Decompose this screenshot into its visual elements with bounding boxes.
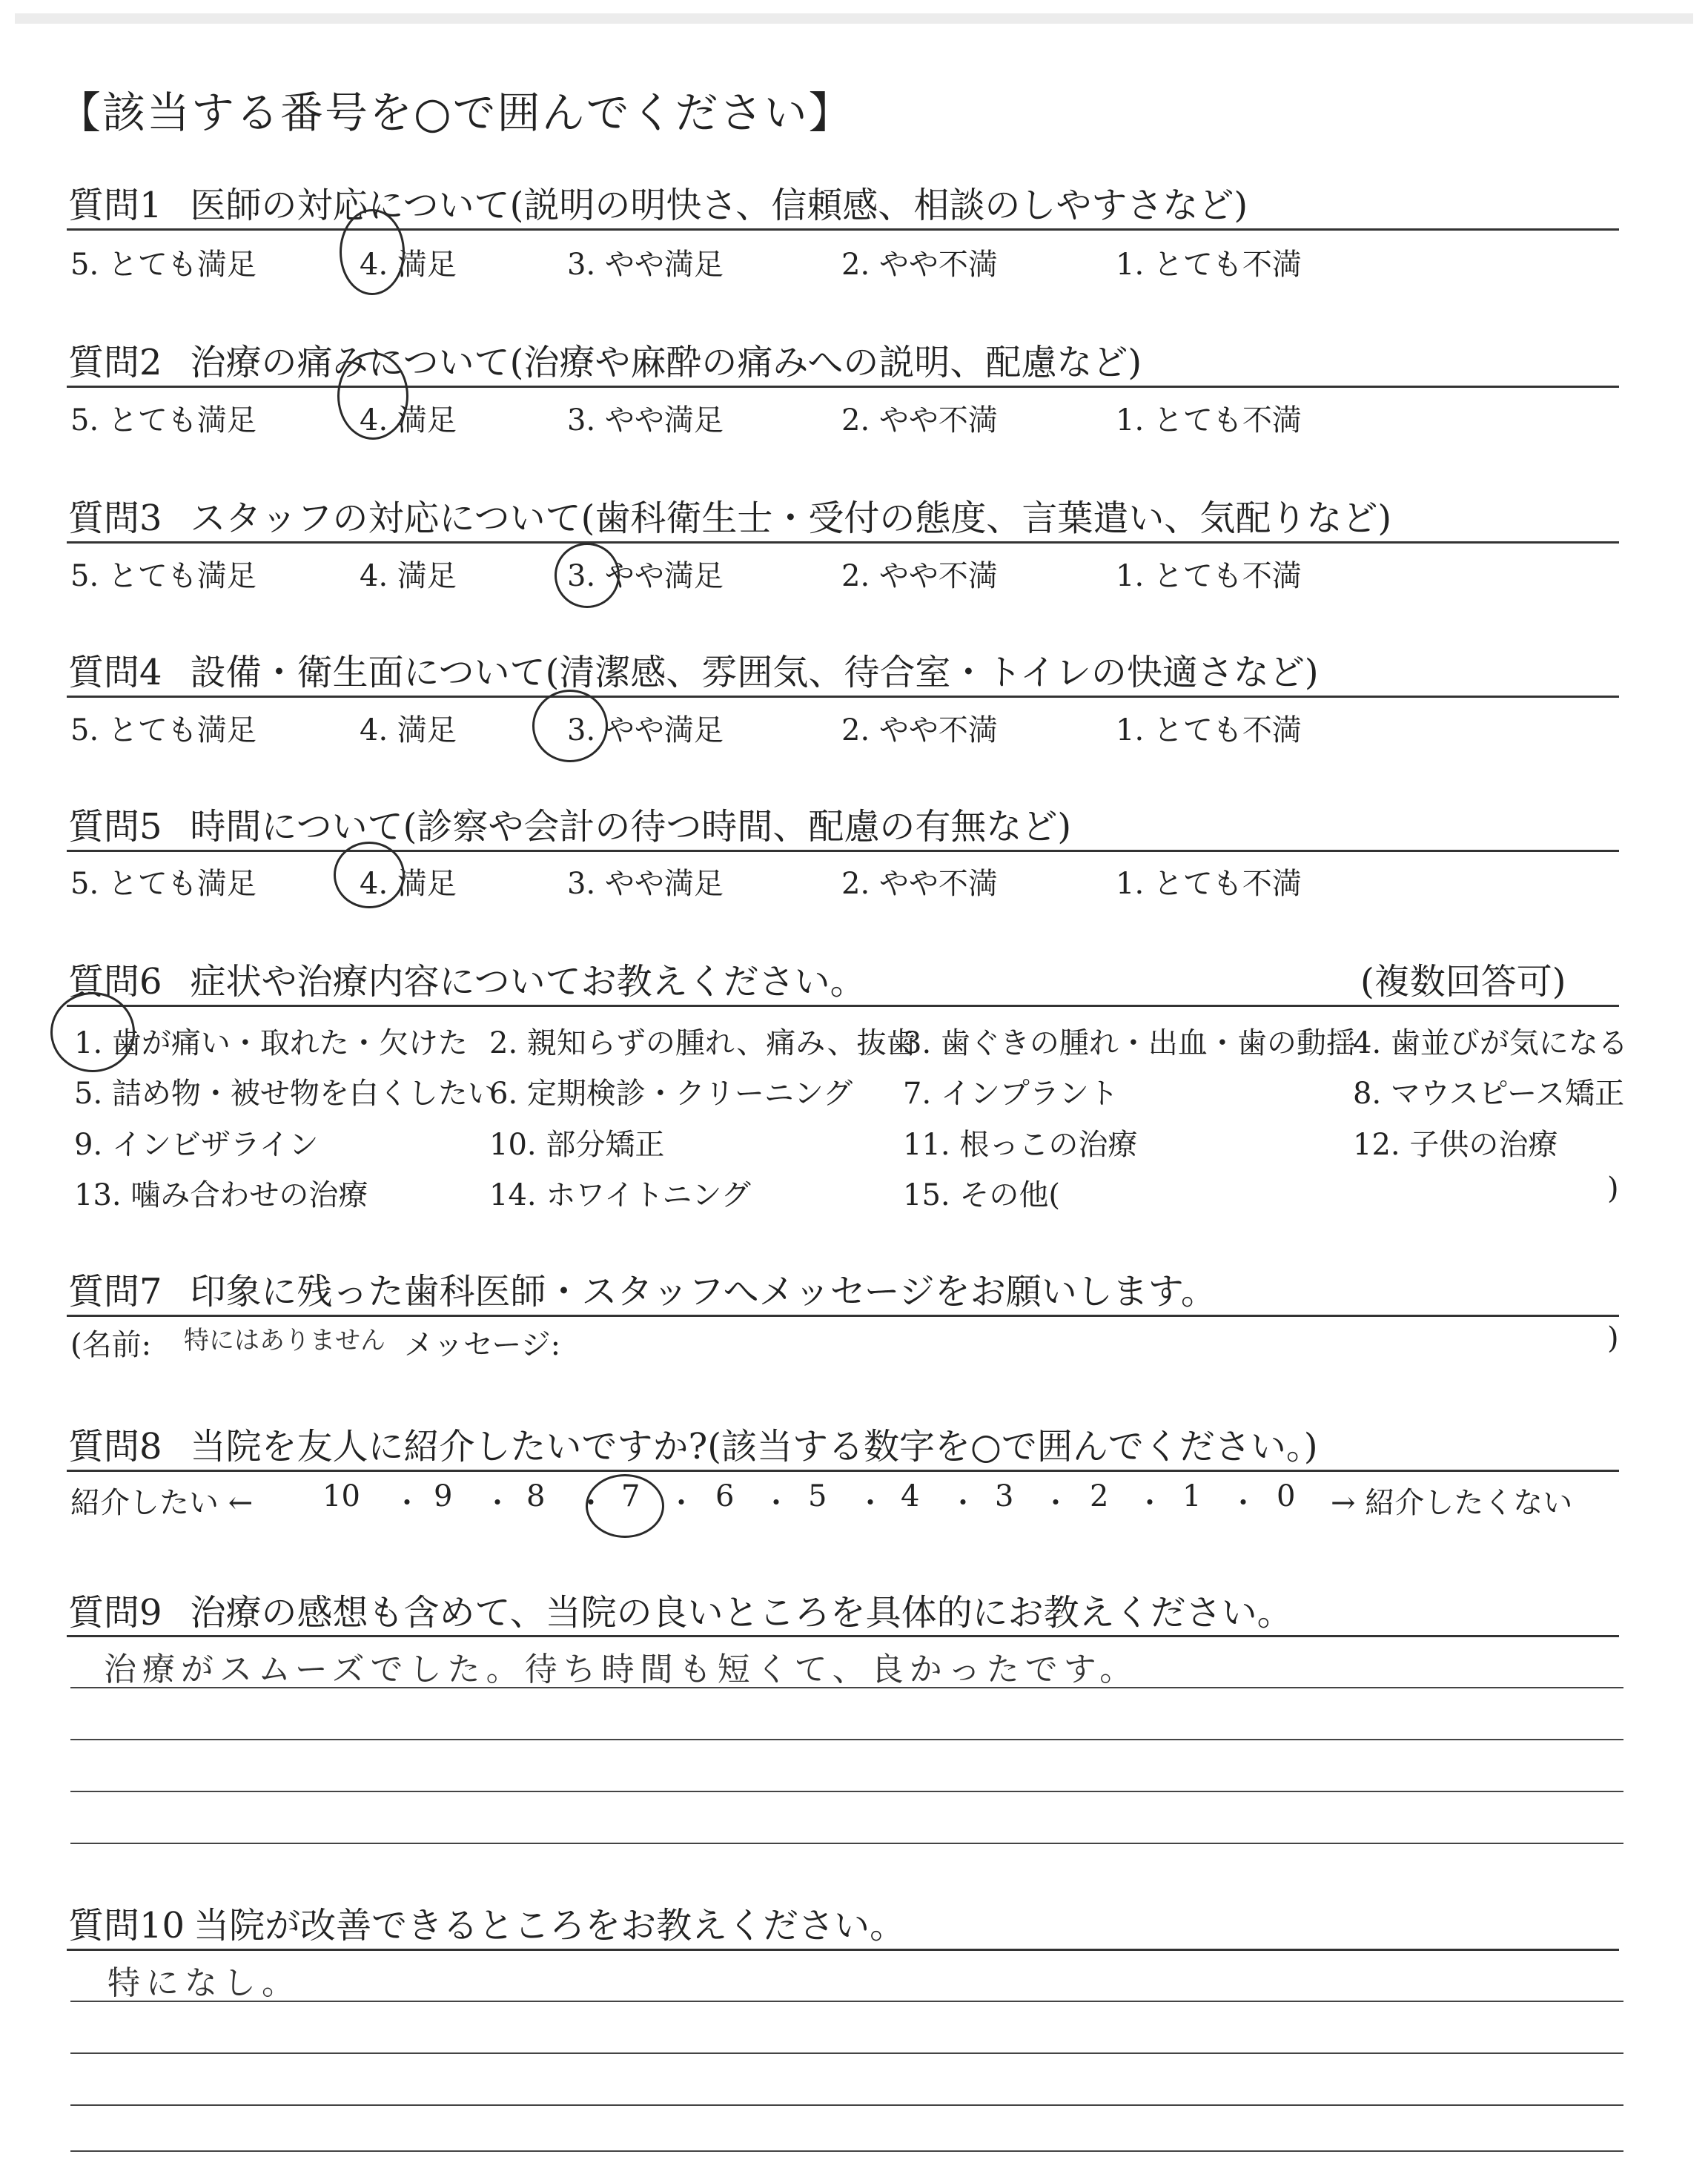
q2-option-4[interactable]: 4. 満足 — [360, 403, 457, 437]
q6-item-9[interactable]: 9. インビザライン — [74, 1128, 319, 1162]
q8-dot: ・ — [1136, 1487, 1165, 1519]
q8-dot: ・ — [949, 1487, 978, 1519]
q3-option-4[interactable]: 4. 満足 — [360, 559, 457, 593]
q7-name-handwritten: 特にはありません — [184, 1326, 385, 1355]
q5-option-2[interactable]: 2. やや不満 — [841, 867, 998, 901]
q6-item-2[interactable]: 2. 親知らずの腫れ、痛み、抜歯 — [489, 1026, 916, 1060]
q8-rule — [67, 1470, 1619, 1472]
q9-handwritten-answer: 治療がスムーズでした。待ち時間も短くて、良かったです。 — [104, 1651, 1139, 1688]
q6-item-5[interactable]: 5. 詰め物・被せ物を白くしたい — [74, 1077, 497, 1111]
q6-item-14[interactable]: 14. ホワイトニング — [489, 1178, 751, 1212]
q7-label: 質問7 — [68, 1271, 162, 1312]
q6-item-12[interactable]: 12. 子供の治療 — [1353, 1128, 1558, 1162]
q5-rule — [67, 850, 1619, 852]
q7-close-paren: ) — [1607, 1321, 1619, 1355]
q5-option-4[interactable]: 4. 満足 — [360, 867, 457, 901]
q5-option-5[interactable]: 5. とても満足 — [70, 867, 256, 901]
q9-text: 治療の感想も含めて、当院の良いところを具体的にお教えください。 — [190, 1592, 1293, 1634]
q4-option-2[interactable]: 2. やや不満 — [841, 713, 998, 747]
q8-title — [68, 1418, 1318, 1469]
q8-dot: ・ — [483, 1487, 512, 1519]
q2-rule — [67, 386, 1619, 388]
writing-line — [70, 2150, 1623, 2152]
q6-note: (複数回答可) — [1360, 961, 1566, 1003]
writing-line — [70, 1687, 1623, 1688]
q8-score-9[interactable]: 9 — [434, 1479, 453, 1513]
q4-label: 質問4 — [68, 652, 162, 693]
q8-right-label: → 紹介したくない — [1331, 1486, 1573, 1520]
q6-item-11[interactable]: 11. 根っこの治療 — [903, 1128, 1138, 1162]
q2-option-1[interactable]: 1. とても不満 — [1116, 403, 1302, 437]
q3-answer-circle — [555, 543, 620, 608]
q1-text: 医師の対応について(説明の明快さ、信頼感、相談のしやすさなど) — [190, 185, 1248, 226]
scan-edge — [15, 13, 1693, 24]
writing-line — [70, 2052, 1623, 2054]
q6-label: 質問6 — [68, 961, 162, 1003]
q5-option-1[interactable]: 1. とても不満 — [1116, 867, 1302, 901]
q3-rule — [67, 541, 1619, 544]
q3-option-3[interactable]: 3. やや満足 — [567, 559, 724, 593]
q1-option-5[interactable]: 5. とても満足 — [70, 248, 256, 282]
writing-line — [70, 1739, 1623, 1740]
q5-option-3[interactable]: 3. やや満足 — [567, 867, 724, 901]
q3-label: 質問3 — [68, 498, 162, 539]
q10-title — [68, 1897, 905, 1948]
q3-title — [68, 489, 1391, 541]
q4-rule — [67, 696, 1619, 698]
q6-other-close: ) — [1607, 1172, 1619, 1206]
q7-rule — [67, 1315, 1619, 1317]
q3-option-5[interactable]: 5. とても満足 — [70, 559, 256, 593]
q6-item-13[interactable]: 13. 噛み合わせの治療 — [74, 1178, 368, 1212]
q4-option-1[interactable]: 1. とても不満 — [1116, 713, 1302, 747]
q1-title — [68, 176, 1248, 228]
q6-text: 症状や治療内容についてお教えください。 — [190, 961, 866, 1003]
q1-option-1[interactable]: 1. とても不満 — [1116, 248, 1302, 282]
q7-title — [68, 1263, 1217, 1314]
q8-score-6[interactable]: 6 — [715, 1479, 735, 1513]
q9-rule — [67, 1635, 1619, 1637]
q6-item-7[interactable]: 7. インプラント — [903, 1077, 1119, 1111]
q4-option-3[interactable]: 3. やや満足 — [567, 713, 724, 747]
q3-option-1[interactable]: 1. とても不満 — [1116, 559, 1302, 593]
q8-dot: ・ — [667, 1487, 696, 1519]
writing-line — [70, 1843, 1623, 1844]
q5-answer-circle — [334, 842, 405, 908]
q6-item-6[interactable]: 6. 定期検診・クリーニング — [489, 1077, 853, 1111]
q8-score-10[interactable]: 10 — [322, 1479, 360, 1513]
q8-label: 質問8 — [68, 1426, 162, 1467]
q8-dot: ・ — [577, 1487, 606, 1519]
q6-title — [68, 953, 866, 1004]
q10-handwritten-answer: 特になし。 — [107, 1964, 300, 2002]
q5-title — [68, 798, 1071, 849]
q1-answer-circle — [340, 209, 405, 295]
q8-dot: ・ — [762, 1487, 791, 1519]
q4-title — [68, 644, 1319, 695]
q9-title — [68, 1584, 1293, 1635]
q6-item-10[interactable]: 10. 部分矯正 — [489, 1128, 665, 1162]
page-title: 【該当する番号を○で囲んでください】 — [58, 87, 853, 138]
q5-text: 時間について(診察や会計の待つ時間、配慮の有無など) — [190, 806, 1072, 848]
q4-option-5[interactable]: 5. とても満足 — [70, 713, 256, 747]
q8-dot: ・ — [1229, 1487, 1258, 1519]
q6-item-1[interactable]: 1. 歯が痛い・取れた・欠けた — [74, 1026, 468, 1060]
q8-score-0[interactable]: 0 — [1277, 1479, 1296, 1513]
q2-option-2[interactable]: 2. やや不満 — [841, 403, 998, 437]
q6-item-4[interactable]: 4. 歯並びが気になる — [1353, 1026, 1628, 1060]
q1-rule — [67, 228, 1619, 231]
q8-dot: ・ — [856, 1487, 885, 1519]
q4-text: 設備・衛生面について(清潔感、雰囲気、待合室・トイレの快適さなど) — [190, 652, 1319, 693]
q8-score-1[interactable]: 1 — [1182, 1479, 1202, 1513]
q1-option-2[interactable]: 2. やや不満 — [841, 248, 998, 282]
q7-text: 印象に残った歯科医師・スタッフへメッセージをお願いします。 — [190, 1271, 1217, 1312]
q8-score-4[interactable]: 4 — [901, 1479, 920, 1513]
q6-item-8[interactable]: 8. マウスピース矯正 — [1353, 1077, 1625, 1111]
q8-score-5[interactable]: 5 — [808, 1479, 827, 1513]
q2-option-3[interactable]: 3. やや満足 — [567, 403, 724, 437]
q3-option-2[interactable]: 2. やや不満 — [841, 559, 998, 593]
q10-label: 質問10 — [68, 1905, 185, 1946]
q8-dot: ・ — [1042, 1487, 1070, 1519]
q5-label: 質問5 — [68, 806, 162, 848]
q8-answer-circle — [586, 1474, 664, 1538]
q8-text: 当院を友人に紹介したいですか?(該当する数字を○で囲んでください。) — [190, 1426, 1318, 1467]
q1-label: 質問1 — [68, 185, 162, 226]
q1-option-3[interactable]: 3. やや満足 — [567, 248, 724, 282]
q2-title — [68, 334, 1142, 385]
q8-score-7[interactable]: 7 — [621, 1479, 640, 1513]
q6-item-3[interactable]: 3. 歯ぐきの腫れ・出血・歯の動揺 — [903, 1026, 1356, 1060]
writing-line — [70, 2104, 1623, 2106]
q6-rule — [67, 1005, 1619, 1007]
q6-answer-circle — [50, 992, 135, 1072]
q2-option-5[interactable]: 5. とても満足 — [70, 403, 256, 437]
q8-dot: ・ — [393, 1487, 422, 1519]
q10-rule — [67, 1949, 1619, 1951]
q8-score-8[interactable]: 8 — [526, 1479, 546, 1513]
q8-left-label: 紹介したい ← — [70, 1486, 254, 1520]
q7-message-label: メッセージ: — [404, 1328, 561, 1362]
q1-option-4[interactable]: 4. 満足 — [360, 248, 457, 282]
q7-name-prefix: (名前: — [70, 1328, 152, 1362]
q9-label: 質問9 — [68, 1592, 162, 1634]
writing-line — [70, 2001, 1623, 2002]
q6-item-15[interactable]: 15. その他( — [903, 1178, 1060, 1212]
q4-answer-circle — [532, 690, 608, 762]
q10-text: 当院が改善できるところをお教えください。 — [193, 1905, 906, 1946]
q2-text: 治療の痛みについて(治療や麻酔の痛みへの説明、配慮など) — [190, 342, 1142, 383]
q4-option-4[interactable]: 4. 満足 — [360, 713, 457, 747]
q8-score-2[interactable]: 2 — [1090, 1479, 1109, 1513]
writing-line — [70, 1791, 1623, 1792]
q8-score-3[interactable]: 3 — [995, 1479, 1014, 1513]
q3-text: スタッフの対応について(歯科衛生士・受付の態度、言葉遣い、気配りなど) — [190, 498, 1392, 539]
q2-label: 質問2 — [68, 342, 162, 383]
q2-answer-circle — [337, 352, 408, 440]
